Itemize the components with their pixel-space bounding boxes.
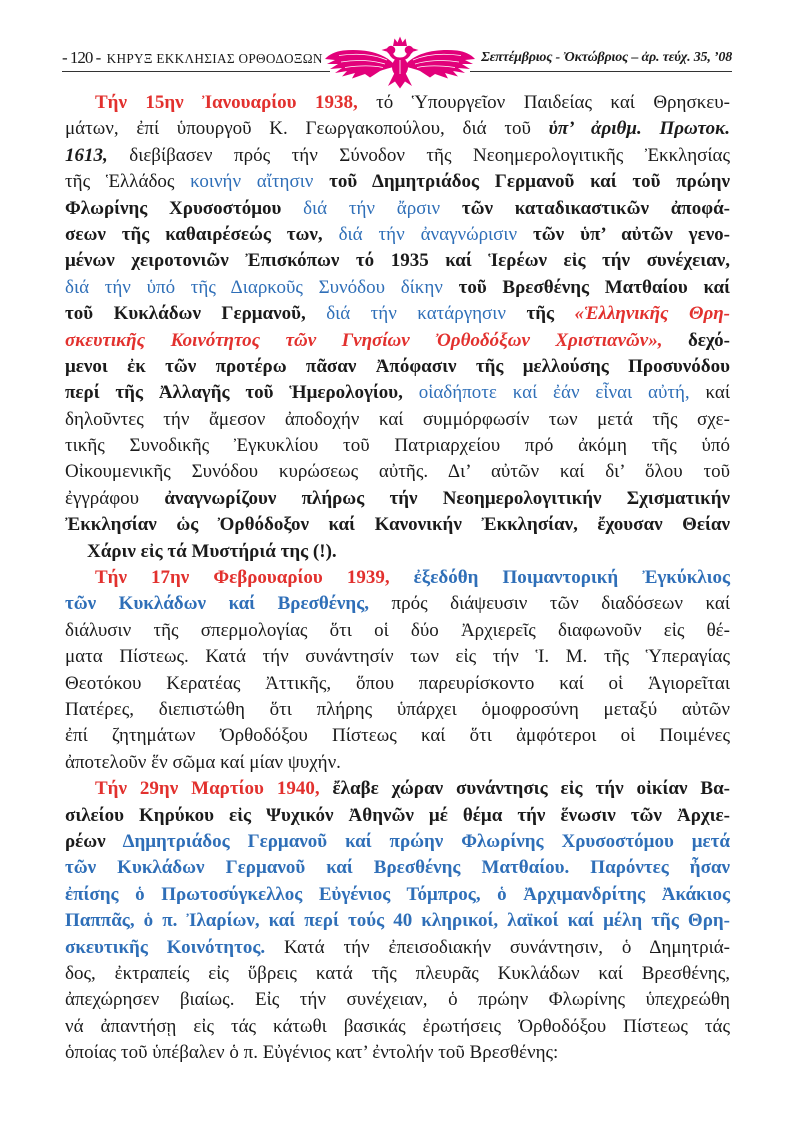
- text-line: [65, 776, 730, 802]
- text-run: δεχό-: [662, 329, 730, 351]
- text-line: [65, 803, 730, 829]
- text-run: μένων χειροτονιῶν Ἐπισκόπων τό 1935 καί Ἱερέων εἰς τήν συνέχειαν,: [65, 250, 730, 272]
- text-run: Κατά τήν ἐπεισοδιακήν συνάντησιν, ὁ Δημητριά-: [265, 936, 730, 958]
- text-line: [65, 169, 730, 195]
- text-run: διεβίβασεν πρός τήν Σύνοδον τῆς Νεοημερολογιτικῆς Ἐκκλησίας: [107, 144, 730, 166]
- text-run: ὑπ’ ἀριθμ. Πρωτοκ.: [548, 118, 730, 140]
- double-headed-eagle-icon: [325, 36, 475, 90]
- text-line: [65, 248, 730, 274]
- highlighted-phrase: διά τήν κατάργησιν: [305, 303, 507, 325]
- text-run: Θεοτόκου Κερατέας Ἀττικῆς, ὅπου παρευρίσκοντο καί οἱ Ἁγιορεῖται: [65, 672, 730, 694]
- text-line: [65, 354, 730, 380]
- text-line: [65, 829, 730, 855]
- text-line: [65, 961, 730, 987]
- text-run: τῶν ὑπ’ αὐτῶν γενο-: [517, 223, 731, 245]
- highlighted-phrase: Τήν 29ην Μαρτίου 1940,: [95, 778, 320, 800]
- article-body: [65, 90, 730, 1066]
- highlighted-phrase: Παππᾶς, ὁ π. Ἰλαρίων, καί περί τούς 40 κληρικοί, λαϊκοί καί μέλη τῆς Θρη-: [65, 910, 730, 932]
- journal-title: ΚΗΡΥΞ ΕΚΚΛΗΣΙΑΣ ΟΡΘΟΔΟΞΩΝ: [106, 51, 323, 66]
- highlighted-phrase: κοινήν αἴτησιν: [190, 171, 314, 193]
- text-run: ὁποίας τοῦ ὑπέβαλεν ὁ π. Εὐγένιος κατ’ ἐντολήν τοῦ Βρεσθένης:: [65, 1042, 559, 1064]
- highlighted-phrase: οἱαδήποτε καί ἐάν εἶναι αὐτή,: [402, 382, 690, 404]
- text-run: τοῦ Βρεσθένης Ματθαίου καί: [442, 276, 730, 298]
- text-line: [65, 855, 730, 881]
- text-run: Φλωρίνης Χρυσοστόμου: [65, 197, 282, 219]
- highlighted-phrase: τῶν Κυκλάδων καί Βρεσθένης,: [65, 593, 369, 615]
- paragraph: [65, 90, 730, 565]
- text-line: [65, 143, 730, 169]
- text-run: τό Ὑπουργεῖον Παιδείας καί Θρησκευ-: [357, 92, 730, 113]
- highlighted-phrase: ἐπίσης ὁ Πρωτοσύγκελλος Εὐγένιος Τόμπρος, ὁ Ἀρχιμανδρίτης Ἀκάκιος: [65, 883, 730, 905]
- text-run: ματα Πίστεως. Κατά τήν συνάντησίν των εἰς τήν Ἱ. Μ. τῆς Ὑπεραγίας: [65, 646, 730, 668]
- text-run: τῶν καταδικαστικῶν ἀποφά-: [440, 197, 731, 219]
- text-run: ἔλαβε χώραν συνάντησις εἰς τήν οἰκίαν Βα-: [319, 778, 730, 800]
- text-run: σιλείου Κηρύκου εἰς Ψυχικόν Ἀθηνῶν μέ θέμα τήν ἕνωσιν τῶν Ἀρχιε-: [65, 804, 730, 826]
- text-run: ἀναγνωρίζουν πλήρως τήν Νεοημερολογιτικήν Σχισματικήν: [164, 487, 730, 509]
- text-line: [65, 433, 730, 459]
- text-run: τοῦ Κυκλάδων Γερμανοῦ,: [65, 303, 306, 325]
- text-line: [65, 539, 730, 565]
- text-run: μάτων, ἐπί ὑπουργοῦ Κ. Γεωργακοπούλου, διά τοῦ: [65, 118, 549, 140]
- text-run: καί: [689, 382, 730, 404]
- header-journal: [62, 46, 324, 70]
- header-rule-left: [62, 71, 330, 72]
- text-line: [65, 908, 730, 934]
- highlighted-phrase: Τήν 15ην Ἰανουαρίου 1938,: [95, 92, 358, 113]
- text-line: [65, 275, 730, 301]
- text-line: [65, 116, 730, 142]
- text-line: [65, 459, 730, 485]
- text-line: [65, 750, 730, 776]
- text-run: τικῆς Συνοδικῆς Ἐγκυκλίου τοῦ Πατριαρχείου πρό ἀκόμη τῆς ὑπό: [65, 435, 730, 457]
- highlighted-phrase: τῶν Κυκλάδων Γερμανοῦ καί Βρεσθένης Ματθαίου. Παρόντες ἦσαν: [65, 857, 730, 879]
- text-line: [65, 671, 730, 697]
- text-line: [65, 882, 730, 908]
- text-run: ἀποτελοῦν ἕν σῶμα καί μίαν ψυχήν.: [65, 751, 341, 773]
- text-run: σεων τῆς καθαιρέσεώς των,: [65, 223, 323, 245]
- text-line: [65, 512, 730, 538]
- text-run: τοῦ Δημητριάδος Γερμανοῦ καί τοῦ πρώην: [313, 171, 731, 193]
- text-line: [65, 1040, 730, 1066]
- text-line: [65, 723, 730, 749]
- highlighted-phrase: διά τήν ὑπό τῆς Διαρκοῦς Συνόδου δίκην: [65, 276, 443, 298]
- paragraph: [65, 565, 730, 776]
- text-line: [65, 90, 730, 116]
- highlighted-phrase: διά τήν ἄρσιν: [281, 197, 441, 219]
- text-run: Χάριν εἰς τά Μυστήριά της (!).: [87, 540, 337, 562]
- text-run: 1613,: [65, 144, 108, 166]
- text-run: δος, ἐκτραπείς εἰς ὕβρεις κατά τῆς πλευρᾶς Κυκλάδων καί Βρεσθένης,: [65, 962, 730, 984]
- text-run: νά ἀπαντήσῃ εἰς τάς κάτωθι βασικάς ἐρωτήσεις Ὀρθοδόξου Πίστεως τάς: [65, 1015, 730, 1037]
- text-run: ἐγγράφου: [65, 487, 165, 509]
- text-run: Ἐκκλησίαν ὡς Ὀρθόδοξον καί Κανονικήν Ἐκκλησίαν, ἔχουσαν Θείαν: [65, 514, 730, 536]
- text-run: διάλυσιν τῆς σπερμολογίας ὅτι οἱ δύο Ἀρχιερεῖς διαφωνοῦν εἰς θέ-: [65, 619, 730, 641]
- highlighted-phrase: σκευτικῆς Κοινότητος τῶν Γνησίων Ὀρθοδόξων Χριστιανῶν»,: [65, 329, 663, 351]
- text-line: [65, 328, 730, 354]
- text-run: τῆς: [506, 303, 555, 325]
- text-line: [65, 697, 730, 723]
- text-line: [65, 935, 730, 961]
- highlighted-phrase: διά τήν ἀναγνώρισιν: [322, 223, 518, 245]
- highlighted-phrase: ἐξεδόθη Ποιμαντορική Ἐγκύκλιος: [389, 567, 730, 589]
- text-line: [65, 618, 730, 644]
- text-run: μενοι ἐκ τῶν προτέρω πᾶσαν Ἀπόφασιν τῆς μελλούσης Προσυνόδου: [65, 355, 730, 377]
- text-run: Οἰκουμενικῆς Συνόδου κυρώσεως αὐτῆς. Δι’ αὐτῶν καί δι’ ὅλου τοῦ: [65, 461, 730, 483]
- text-line: [65, 644, 730, 670]
- text-line: [65, 222, 730, 248]
- highlighted-phrase: «Ἑλληνικῆς Θρη-: [554, 303, 730, 325]
- paragraph: [65, 776, 730, 1066]
- text-run: ἀπεχώρησεν βιαίως. Εἰς τήν συνέχειαν, ὁ πρώην Φλωρίνης ὑπεχρεώθη: [65, 989, 730, 1011]
- highlighted-phrase: σκευτικῆς Κοινότητος.: [65, 936, 266, 958]
- text-line: [65, 486, 730, 512]
- page-number: - 120 -: [62, 48, 101, 67]
- text-run: πρός διάψευσιν τῶν διαδόσεων καί: [368, 593, 730, 615]
- text-run: ἐπί ζητημάτων Ὀρθοδόξου Πίστεως καί ὅτι ἀμφότεροι οἱ Ποιμένες: [65, 725, 730, 747]
- text-run: ρέων: [65, 830, 123, 852]
- text-line: [65, 301, 730, 327]
- header-rule-right: [470, 71, 732, 72]
- text-line: [65, 565, 730, 591]
- text-line: [65, 591, 730, 617]
- text-line: [65, 987, 730, 1013]
- text-run: δηλοῦντες τήν ἄμεσον ἀποδοχήν καί συμμόρφωσίν των μετά τῆς σχε-: [65, 408, 730, 430]
- highlighted-phrase: Τήν 17ην Φεβρουαρίου 1939,: [95, 567, 390, 589]
- issue-info: Σεπτέμβριος - Ὀκτώβριος – ἀρ. τεύχ. 35, ’08: [481, 50, 732, 65]
- text-run: Πατέρες, διεπιστώθη ὅτι πλήρης ὑπάρχει ὁμοφροσύνη μεταξύ αὐτῶν: [65, 698, 730, 720]
- highlighted-phrase: Δημητριάδος Γερμανοῦ καί πρώην Φλωρίνης Χρυσοστόμου μετά: [122, 830, 730, 852]
- text-line: [65, 196, 730, 222]
- text-line: [65, 407, 730, 433]
- text-run: περί τῆς Ἀλλαγῆς τοῦ Ἡμερολογίου,: [65, 382, 403, 404]
- text-run: τῆς Ἑλλάδος: [65, 171, 191, 193]
- text-line: [65, 380, 730, 406]
- text-line: [65, 1014, 730, 1040]
